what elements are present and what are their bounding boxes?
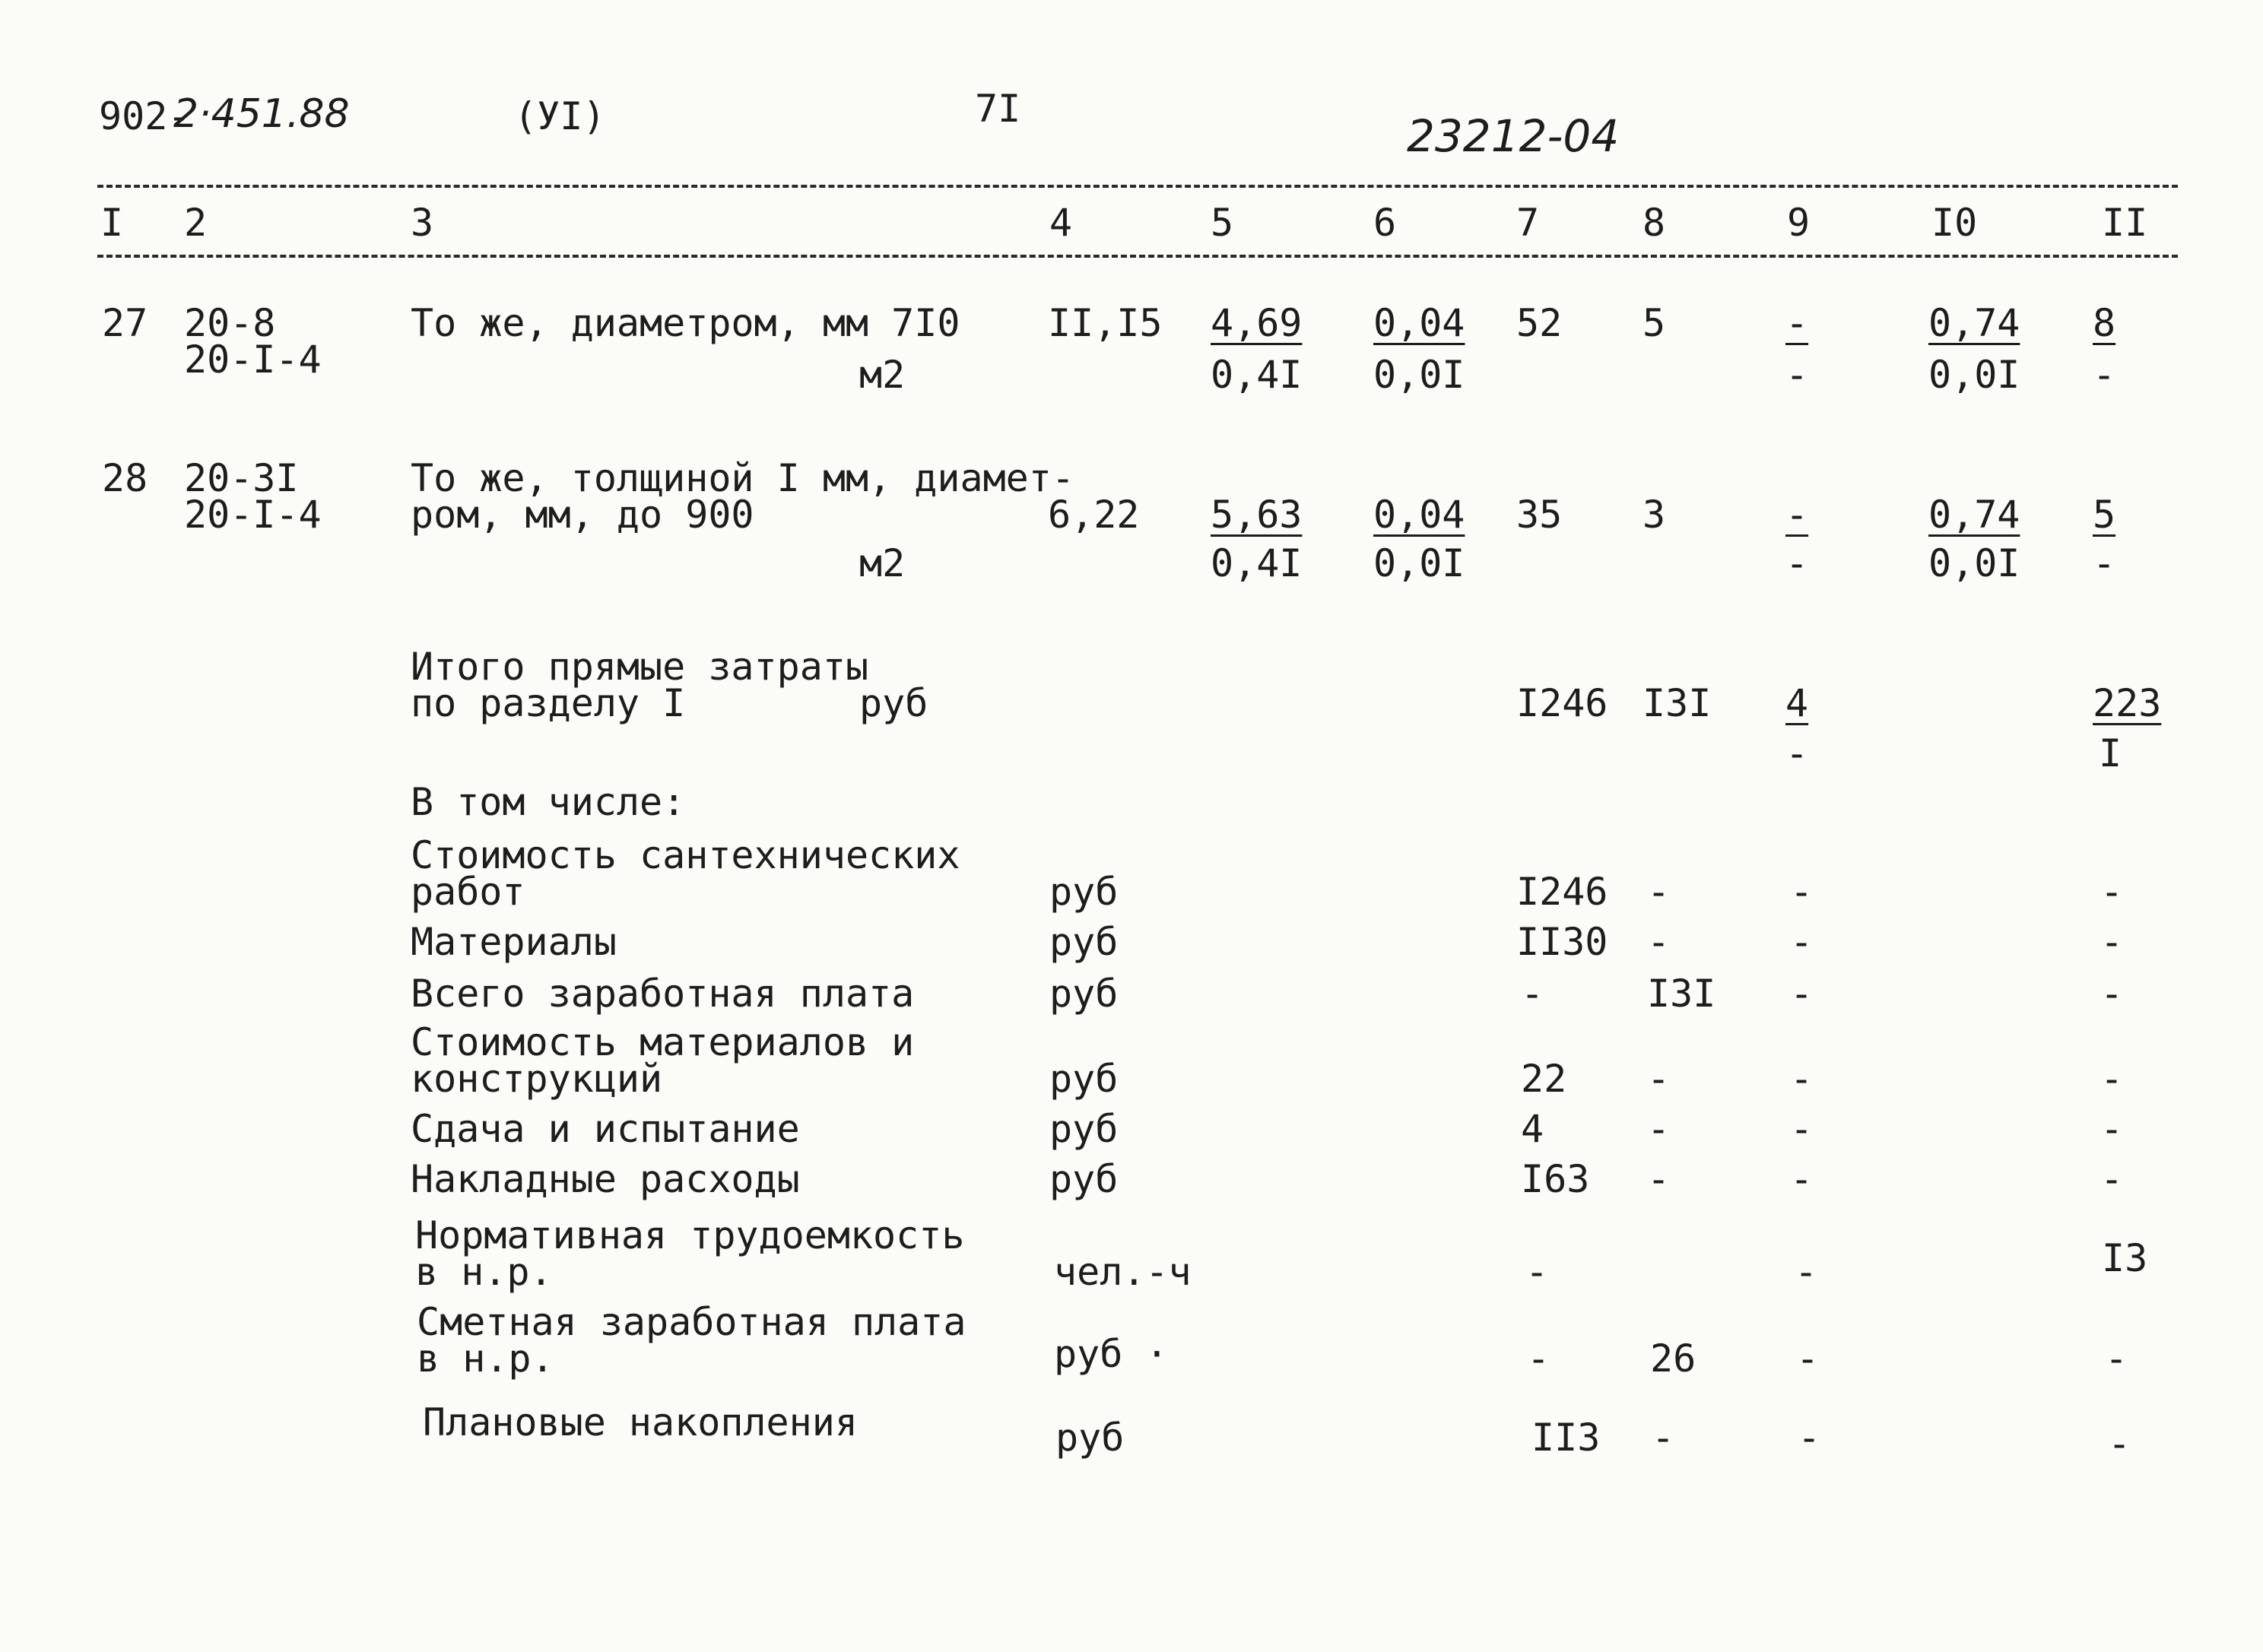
breakdown-machines: - [1790,1107,1814,1151]
section-number: (УI) [514,94,606,138]
rate-code-secondary: 20-I-4 [184,338,322,382]
breakdown-labor: - [2100,920,2124,964]
breakdown-label: Стоимость материалов и [411,1020,915,1064]
labor-per-unit-machines: 0,0I [1928,541,2020,585]
breakdown-machines: - [1790,1057,1814,1101]
quantity: II,I5 [1048,301,1163,345]
breakdown-unit: руб [1049,1057,1119,1101]
column-header-11: II [2102,201,2148,245]
totals-cost: I246 [1516,681,1608,725]
total-cost: 35 [1516,493,1563,537]
total-machines: - [1785,493,1809,537]
totals-label-continued: по разделу I [411,681,686,725]
labor-per-unit: 0,74 [1928,301,2020,345]
breakdown-unit: чел.-ч [1054,1250,1192,1294]
breakdown-labor: I3 [2102,1236,2148,1280]
breakdown-unit: руб · [1054,1332,1169,1376]
totals-machines-wage: - [1785,731,1809,775]
breakdown-labor: - [2105,1337,2128,1381]
unit-cost: 4,69 [1211,301,1303,345]
breakdown-cost: - [1527,1337,1550,1381]
rate-code: 20-3I [184,456,299,500]
breakdown-unit: руб [1049,920,1119,964]
breakdown-machines: - [1796,1337,1820,1381]
labor-total-machines: - [2093,353,2116,397]
breakdown-machines: - [1790,1157,1814,1201]
breakdown-label: Накладные расходы [411,1157,800,1201]
breakdown-label: Сдача и испытание [411,1107,800,1151]
breakdown-cost: I63 [1521,1157,1590,1201]
unit: м2 [859,541,906,585]
breakdown-unit: руб [1049,870,1119,914]
breakdown-wage: - [1647,1107,1671,1151]
breakdown-machines: - [1798,1416,1821,1460]
breakdown-label-continued: работ [411,870,525,914]
quantity: 6,22 [1048,493,1140,537]
work-description-continued: ром, мм, до 900 [411,493,754,537]
total-machines-wage: - [1785,353,1809,397]
header-bottom-rule [97,255,2178,258]
column-header-10: I0 [1931,201,1978,245]
column-header-6: 6 [1373,201,1397,245]
column-header-7: 7 [1516,201,1540,245]
breakdown-unit: руб [1049,1157,1119,1201]
labor-total: 8 [2093,301,2116,345]
breakdown-label: Материалы [411,920,617,964]
labor-total: 5 [2093,493,2116,537]
column-header-8: 8 [1642,201,1666,245]
labor-total-machines: - [2093,541,2116,585]
unit-cost-machines: 0,04 [1373,301,1465,345]
breakdown-label: Сметная заработная плата [417,1300,966,1344]
totals-wage: I3I [1642,681,1712,725]
breakdown-wage: - [1647,920,1671,964]
breakdown-label: Плановые накопления [423,1400,858,1444]
breakdown-wage: - [1647,1157,1671,1201]
doc-number-handwritten: 2·451.88 [173,91,350,137]
unit-cost-machines-wage: 0,0I [1373,353,1465,397]
unit-cost-machines-wage: 0,0I [1373,541,1465,585]
breakdown-labor: - [2100,972,2124,1016]
breakdown-labor: - [2100,1057,2124,1101]
labor-per-unit-machines: 0,0I [1928,353,2020,397]
total-machines: - [1785,301,1809,345]
totals-label: Итого прямые затраты [411,645,869,689]
totals-labor: 223 [2093,681,2162,725]
totals-labor-machines: I [2099,731,2122,775]
breakdown-machines: - [1795,1250,1818,1294]
unit-cost-wage: 0,4I [1211,353,1303,397]
breakdown-label-continued: конструкций [411,1057,663,1101]
breakdown-cost: II3 [1531,1416,1601,1460]
breakdown-wage: - [1647,870,1671,914]
breakdown-machines: - [1790,972,1814,1016]
total-wage: 5 [1642,301,1666,345]
breakdown-machines: - [1790,920,1814,964]
labor-per-unit: 0,74 [1928,493,2020,537]
column-header-1: I [100,201,124,245]
breakdown-unit: руб [1055,1416,1125,1460]
breakdown-unit: руб [1049,972,1119,1016]
rate-code: 20-8 [184,301,276,345]
totals-machines: 4 [1785,681,1809,725]
breakdown-cost: - [1525,1250,1549,1294]
breakdown-labor: - [2100,870,2124,914]
column-header-3: 3 [411,201,434,245]
breakdown-label: Стоимость сантехнических [411,833,960,877]
row-number: 27 [102,301,148,345]
album-code-handwritten: 23212-04 [1407,110,1620,162]
work-description: То же, толщиной I мм, диамет- [411,456,1074,500]
doc-number-prefix: 902- [99,94,191,138]
unit-cost-wage: 0,4I [1211,541,1303,585]
including-label: В том числе: [411,780,686,824]
column-header-2: 2 [184,201,208,245]
column-header-4: 4 [1049,201,1073,245]
breakdown-labor: - [2100,1107,2124,1151]
breakdown-wage: I3I [1647,972,1716,1016]
breakdown-machines: - [1790,870,1814,914]
breakdown-labor: - [2100,1157,2124,1201]
unit-cost-machines: 0,04 [1373,493,1465,537]
work-description: То же, диаметром, мм 7I0 [411,301,960,345]
row-number: 28 [102,456,148,500]
unit: м2 [859,353,906,397]
breakdown-wage: - [1647,1057,1671,1101]
total-cost: 52 [1516,301,1563,345]
column-header-5: 5 [1211,201,1234,245]
column-header-9: 9 [1787,201,1811,245]
totals-unit: руб [859,681,928,725]
breakdown-cost: II30 [1516,920,1608,964]
breakdown-wage: 26 [1650,1337,1696,1381]
breakdown-cost: - [1521,972,1544,1016]
breakdown-label: Всего заработная плата [411,972,915,1016]
rate-code-secondary: 20-I-4 [184,493,322,537]
breakdown-labor: - [2108,1422,2131,1466]
breakdown-cost: 22 [1521,1057,1567,1101]
total-wage: 3 [1642,493,1666,537]
total-machines-wage: - [1785,541,1809,585]
breakdown-cost: I246 [1516,870,1608,914]
breakdown-label-continued: в н.р. [415,1250,553,1294]
breakdown-label-continued: в н.р. [417,1337,554,1381]
breakdown-unit: руб [1049,1107,1119,1151]
breakdown-cost: 4 [1521,1107,1544,1151]
header-top-rule [97,185,2178,188]
page-number: 7I [975,87,1021,131]
breakdown-wage: - [1652,1416,1675,1460]
breakdown-label: Нормативная трудоемкость [415,1213,965,1257]
unit-cost: 5,63 [1211,493,1303,537]
